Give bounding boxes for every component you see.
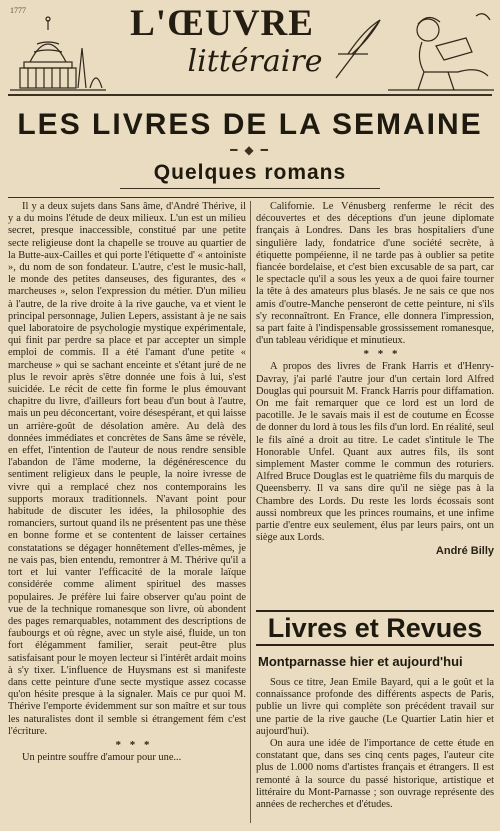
subtitle-rule-left <box>120 188 380 189</box>
left-column <box>8 201 246 823</box>
right-paragraph-2: A propos des livres de Frank Harris et d'Henry-Davray, j'ai parlé l'autre jour d'un certain lord Alfred Douglas qui poursuit M. Franck Harris pour diffamation. On me fait remarquer que ce lord est un lord de pacotille. Je le savais mais il est de coutume en Écosse de donner du lord à tous les fils d'un lord. En réalité, seul le fils aîné a droit au titre. Le cadet s'intitule le The Honorable Unfel. Quant aux autres fils, ils sont simplement Master comme le commun des roturiers. Alfred Bruce Douglas est le quatrième fils du marquis de Queensberry. Il va sans dire qu'il ne siège pas à la Chambre des Lords. Du reste les lords écossais sont aussi nombreux que les princes roumains, et une infime partie d'entre eux seulement, élus par leurs pairs, ont un siège aux Lords. <box>256 361 494 544</box>
masthead-title: L'ŒUVRE <box>130 3 314 44</box>
reader-figure-illustration <box>388 6 494 94</box>
left-paragraph-1: Il y a deux sujets dans Sans âme, d'André Thérive, il y a du moins l'étude de deux milieux. L'un est un milieu secret, presque inaccessible, constitué par une petite secte religieuse dont la chapelle se trouve au quartier de la Butte-aux-Cailles et qui porte l'étiquette d' « antoiniste », du nom de son fondateur. L'autre, c'est le music-hall, le monde des petites danseuses, des figurantes, des « marcheuses », selon l'expression du métier. D'un milieu à l'autre, de la rive droite à la rive gauche, va et vient le principal personnage, Julien Lepers, assistant à je ne sais quel laboratoire de psychologie mystique expérimentale, qui finit par perdre sa place et par accepter un simple emploi de commis. Il a été l'amant d'une petite « marcheuse » qui se sachant enceinte et s'étant juré de ne plus le revoir après s'être donnée une fois à lui, s'est suicidée. Le récit de cette fin forme le plus émouvant chapitre du livre, d'ailleurs fort beau d'un bout à l'autre, mais un peu déconcertant, voire désespérant, et qui laisse un arrière-goût de désolation amère. Au delà des données immédiates et concrètes de Sans âme se révèle, en effet, l'intention de l'auteur de nous rendre sensible l'abandon de l'âme moderne, la dégénérescence du sentiment religieux dans le peuple, la noire ivresse de vivre qui a remplacé chez nos contemporains les supports moraux traditionnels. N'avant point pour habitude de discuter les idées, la philosophie des romanciers, surtout quand ils ne présentent pas une thèse en bonne forme et se contentent de laisser certaines constatations se dégager honnêtement d'elles-mêmes, je ne vais pas, bien entendu, remontrer à M. Thérive qu'il a tort et lui vanter l'efficacité de la morale laïque considérée comme aliment spirituel des masses populaires. Je préfère lui faire observer qu'au point de vue de la technique romanesque son livre, où abondent des pages remarquables, notamment des descriptions de faubourgs et où règne, avec un style aisé, fluide, un ton fort élégamment familier, serait peut-être plus satisfaisant pour le moyen lecteur si l'intérêt ardait moins à s'y tixer. L'influence de Huysmans est si manifeste dans cette peinture d'une secte mystique assez cocasse qu'on hésite presque à la signaler. Mais ce pur quoi M. Thérive l'emporte évidemment sur son maître et sur tous les naturalistes dont il semble si étrangement fém c'est l'écriture. <box>8 201 246 737</box>
issue-number: 1777 <box>10 6 26 15</box>
right-stars-separator: * * * <box>363 348 401 361</box>
column-top-rule <box>8 197 494 198</box>
right-column <box>256 201 494 613</box>
author-signature: André Billy <box>435 545 494 558</box>
quill-pen-illustration <box>330 14 390 84</box>
section-title: LES LIVRES DE LA SEMAINE <box>17 108 483 141</box>
livres-column <box>256 677 494 827</box>
livres-paragraph-1: Sous ce titre, Jean Émile Bayard, qui a le goût et la connaissance profonde des différents aspects de Paris, publie un livre qui complète son précédent travail sur une partie de la rive gauche (Le Quartier Latin hier et aujourd'hui). <box>256 677 494 737</box>
livres-et-revues-title: Livres et Revues <box>267 613 483 643</box>
left-paragraph-2: Un peintre souffre d'amour pour une... <box>22 751 182 763</box>
livres-paragraph-2: On aura une idée de l'importance de cette étude en constatant que, dans ses cinq cents pages, l'auteur cite plus de 1.000 noms d'artistes français et étrangers. Il est remonté à la source du passé historique, artistique et littéraire du Mont-Parnasse ; son ouvrage représente des années de recherches et d'études. <box>256 738 494 811</box>
masthead <box>0 0 500 100</box>
left-stars-separator: * * * <box>115 738 153 751</box>
masthead-rule <box>8 94 492 96</box>
masthead-subtitle: littéraire <box>187 44 323 79</box>
institute-dome-illustration <box>8 8 108 94</box>
article-headline: Montparnasse hier et aujourd'hui <box>258 654 463 669</box>
ornament-divider: ━ ◆ ━ <box>230 143 270 157</box>
subtitle: Quelques romans <box>153 161 347 184</box>
right-paragraph-1: Californie. Le Vénusberg renferme le récit des découvertes et des déceptions d'un jeune diplomate français à Londres. Dans les bras hospitaliers d'une singulière lady, fondatrice d'une société secrète, à étiquette pompéienne, il ne tarde pas à oublier sa petite fiancée bordelaise, et c'est bien excusable de sa part, car le spectacle qu'il a sous les yeux a de quoi faire tourner la tête à des amateurs plus blasés. Je ne sais ce que nos amis d'outre-Manche penseront de cette peinture, ni s'ils s'y reconnaîtront. En France, elle donnera l'impression, sa part faite à l'indispensable grossissement romanesque, d'un tableau véridique et minutieux. <box>256 201 494 347</box>
column-divider <box>250 201 251 823</box>
